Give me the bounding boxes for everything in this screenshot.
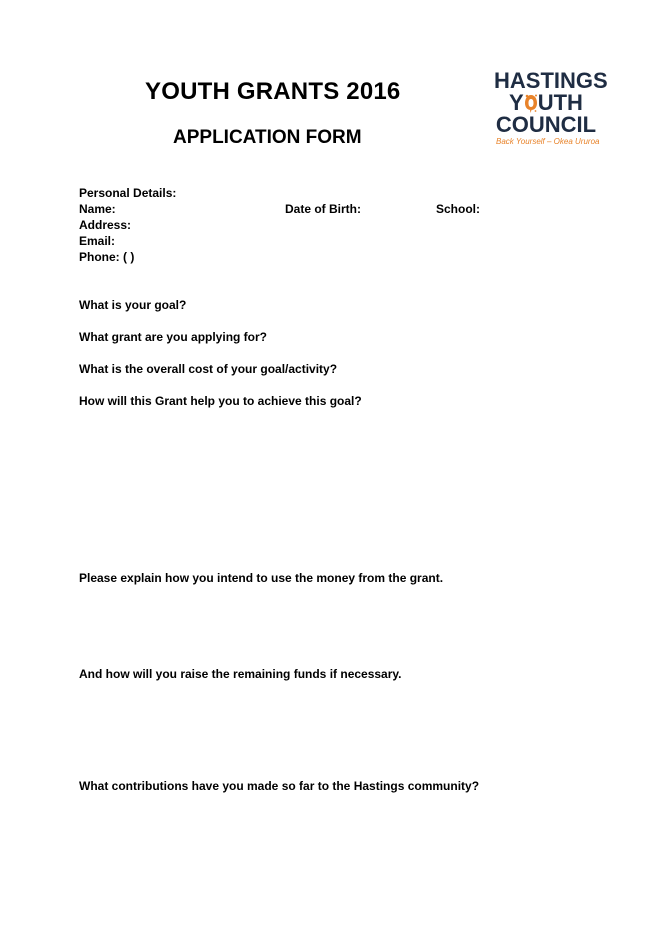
dob-label: Date of Birth:: [285, 202, 361, 216]
page-subtitle: APPLICATION FORM: [173, 127, 362, 148]
question-contributions: What contributions have you made so far to the Hastings community?: [79, 779, 480, 793]
question-goal: What is your goal?: [79, 298, 187, 312]
phone-label: Phone: ( ): [79, 250, 135, 264]
school-label: School:: [436, 202, 480, 216]
page-title: YOUTH GRANTS 2016: [145, 78, 401, 105]
logo-line-council: COUNCIL: [495, 112, 597, 137]
personal-details-heading: Personal Details:: [79, 186, 177, 200]
hastings-youth-council-logo: [494, 68, 608, 150]
question-money: Please explain how you intend to use the money from the grant.: [79, 571, 444, 585]
logo-letters-uth: UTH: [537, 90, 583, 115]
question-remaining: And how will you raise the remaining funds if necessary.: [79, 667, 402, 681]
question-grant: What grant are you applying for?: [79, 330, 268, 344]
logo-tagline: Back Yourself – Okea Ururoa: [496, 137, 600, 146]
name-label: Name:: [79, 202, 116, 216]
question-help: How will this Grant help you to achieve this goal?: [79, 394, 362, 408]
splash-o-icon: [524, 93, 538, 113]
address-label: Address:: [79, 218, 132, 232]
logo-line-hastings: HASTINGS: [494, 68, 608, 93]
question-cost: What is the overall cost of your goal/activity?: [79, 362, 338, 376]
logo-letter-y: Y: [509, 90, 524, 115]
email-label: Email:: [79, 234, 116, 248]
logo-line-youth: [494, 92, 598, 114]
